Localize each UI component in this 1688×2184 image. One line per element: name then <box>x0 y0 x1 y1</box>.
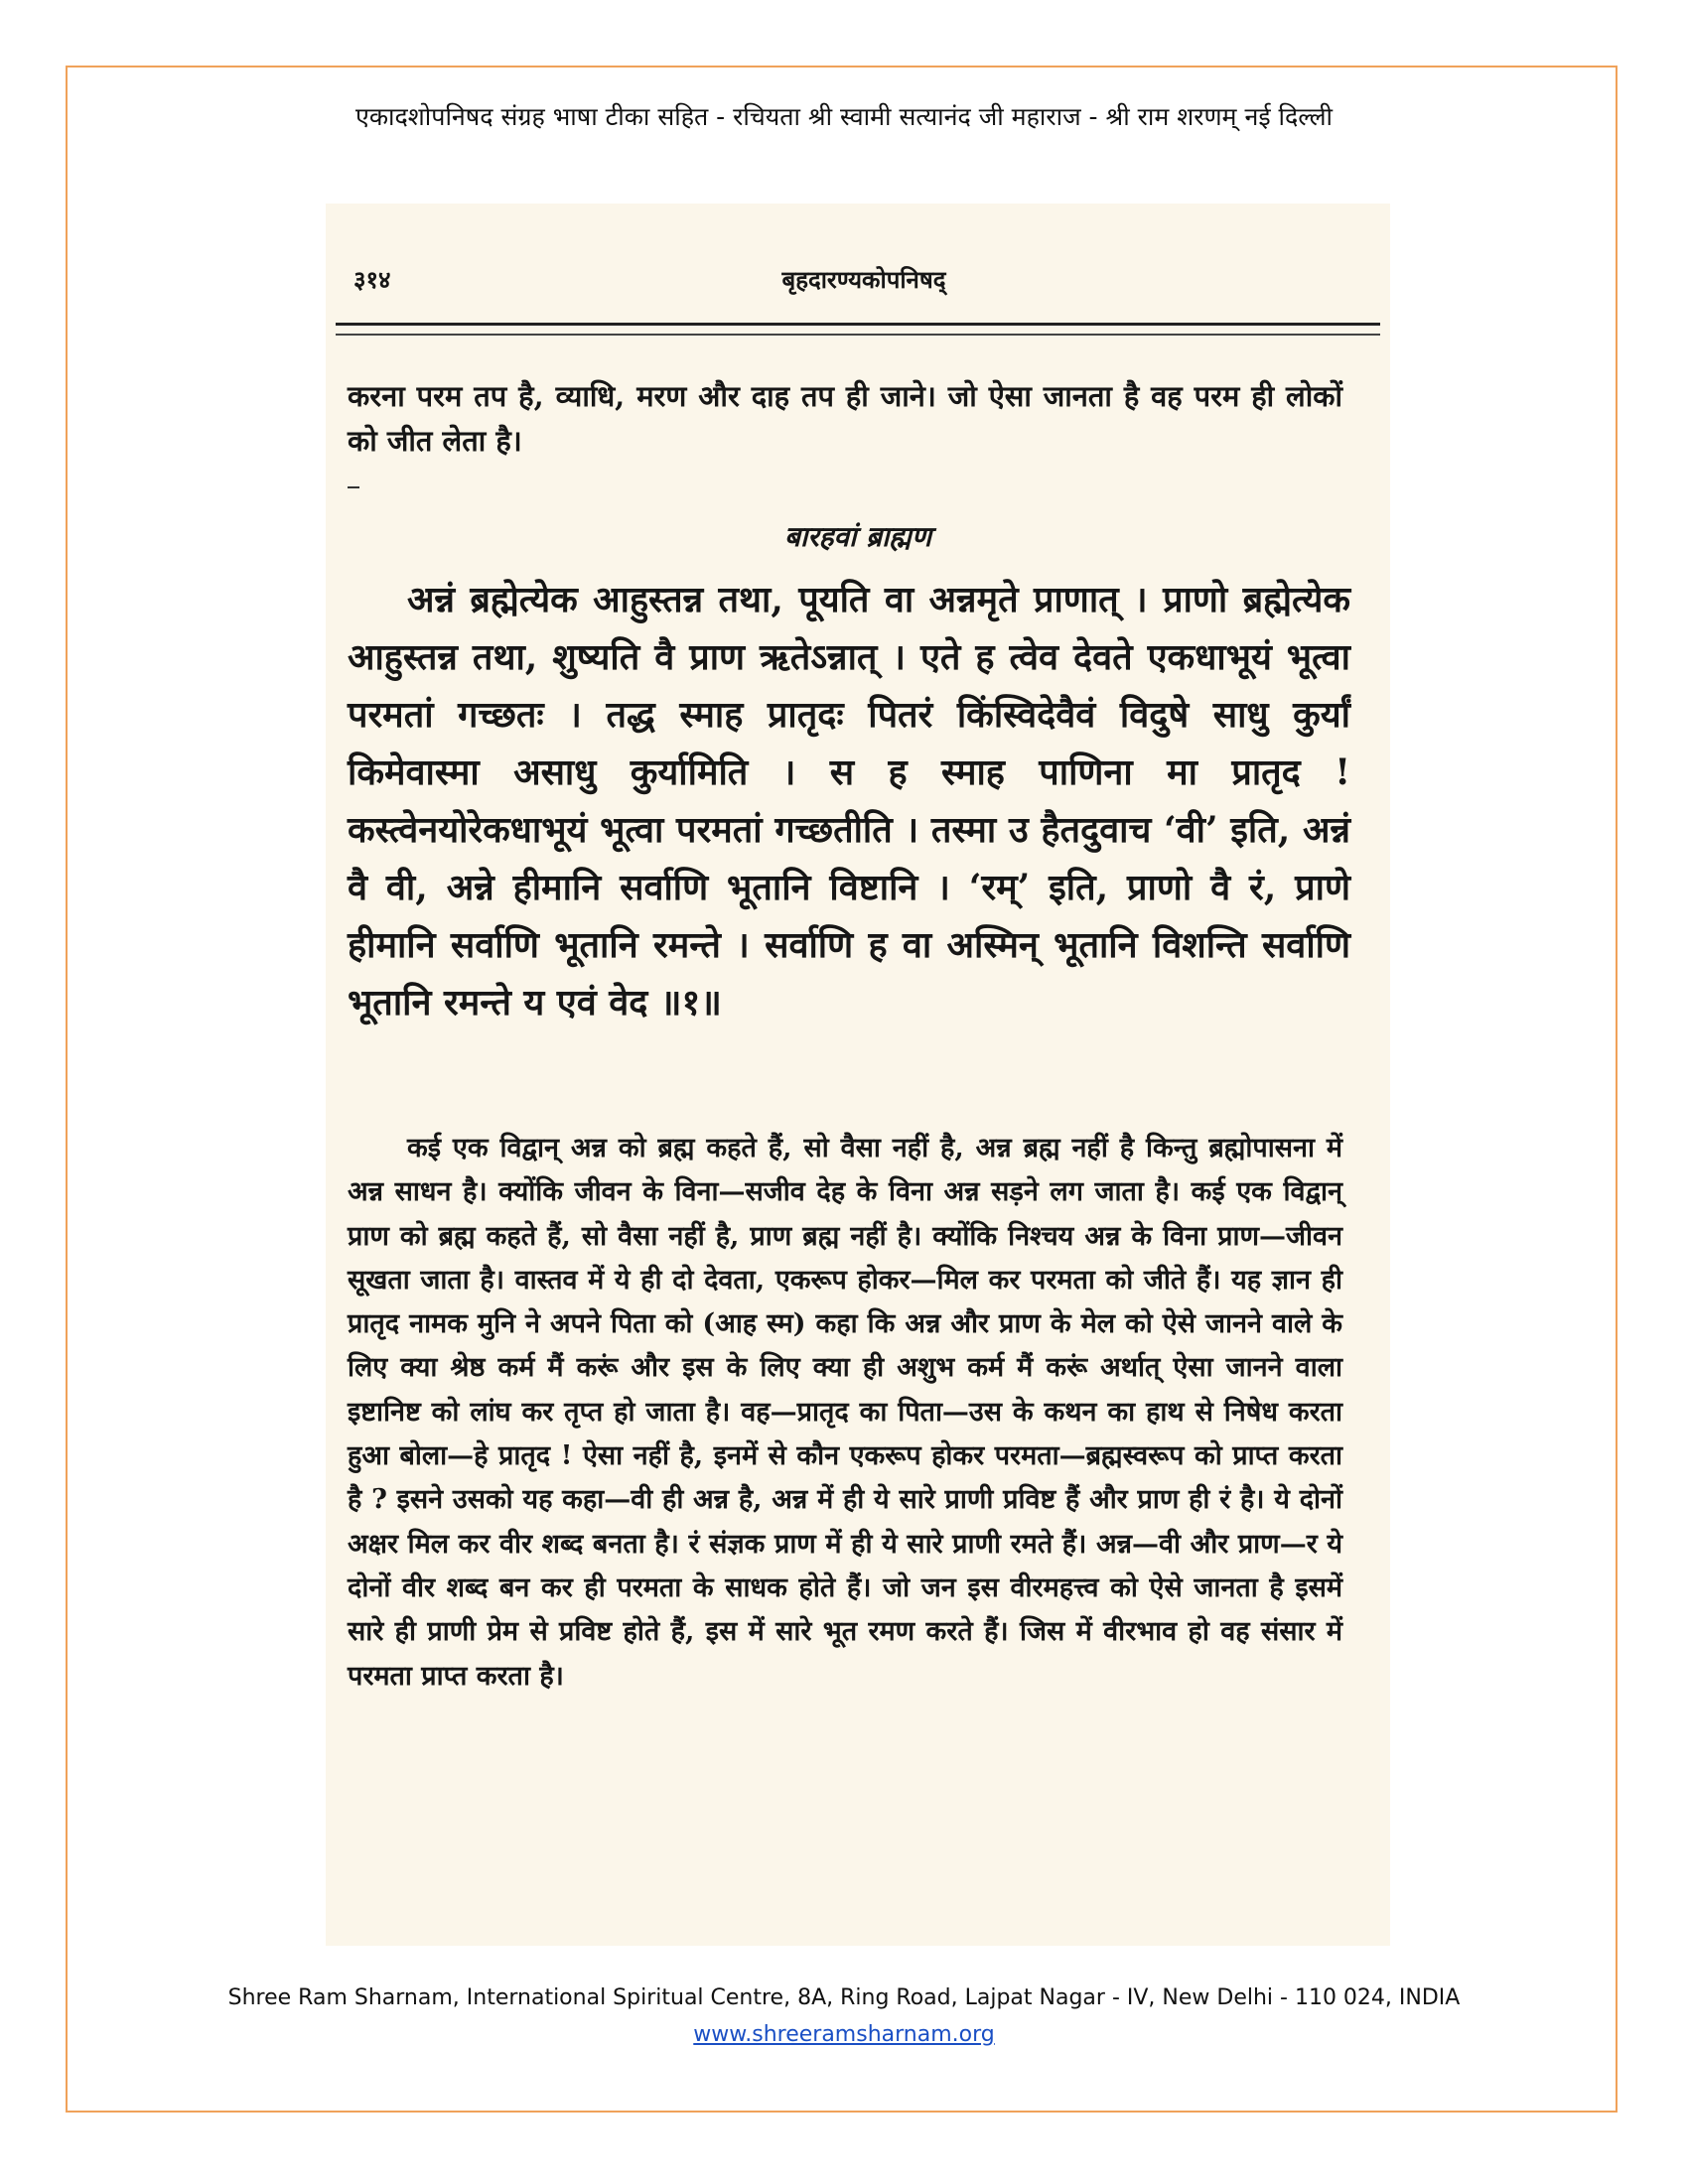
sanskrit-verse: अन्नं ब्रह्मेत्येक आहुस्तन्न तथा, पूयति वा अन्नमृते प्राणात् । प्राणो ब्रह्मेत्येक आहुस्तन्न तथा, शुष्यति वै प्राण ऋतेऽन्नात् । एते ह त्वेव देवते एकधाभूयं भूत्वा परमतां गच्छतः । तद्ध स्माह प्रातृदः पितरं किंस्विदेवैवं विदुषे साधु कुर्यां किमेवास्मा असाधु कुर्यामिति । स ह स्माह पाणिना मा प्रातृद ! कस्त्वेनयोरेकधाभूयं भूत्वा परमतां गच्छतीति । तस्मा उ हैतदुवाच ‘वी’ इति, अन्नं वै वी, अन्ने हीमानि सर्वाणि भूतानि विष्टानि । ‘रम्’ इति, प्राणो वै रं, प्राणे हीमानि सर्वाणि भूतानि रमन्ते । सर्वाणि ह वा अस्मिन् भूतानि विशन्ति सर्वाणि भूतानि रमन्ते य एवं वेद ॥१॥ <box>348 579 1350 1024</box>
scanned-page-content <box>326 204 1390 1946</box>
running-head <box>353 263 1374 293</box>
running-title: बृहदारण्यकोपनिषद् <box>781 265 946 294</box>
section-heading: बारहवां ब्राह्मण <box>783 520 932 553</box>
header-rule-thick <box>336 323 1380 326</box>
page-number: ३१४ <box>353 265 391 294</box>
margin-mark <box>348 486 359 488</box>
continuation-paragraph: करना परम तप है, व्याधि, मरण और दाह तप ही जाने। जो ऐसा जानता है वह परम ही लोकों को जीत लेता है। <box>348 379 1342 458</box>
footer-address: Shree Ram Sharnam, International Spiritual Centre, 8A, Ring Road, Lajpat Nagar - IV, New Delhi - 110 024, INDIA <box>227 1985 1461 2010</box>
footer-website-link[interactable]: www.shreeramsharnam.org <box>693 2022 995 2047</box>
document-header: एकादशोपनिषद संग्रह भाषा टीका सहित - रचियता श्री स्वामी सत्यानंद जी महाराज - श्री राम शरणम् नई दिल्ली <box>355 102 1333 131</box>
scanned-page <box>326 204 1390 1946</box>
hindi-commentary: कई एक विद्वान् अन्न को ब्रह्म कहते हैं, सो वैसा नहीं है, अन्न ब्रह्म नहीं है किन्तु ब्रह्मोपासना में अन्न साधन है। क्योंकि जीवन के विना—सजीव देह के विना अन्न सड़ने लग जाता है। कई एक विद्वान् प्राण को ब्रह्म कहते हैं, सो वैसा नहीं है, प्राण ब्रह्म नहीं है। क्योंकि निश्चय अन्न के विना प्राण—जीवन सूखता जाता है। वास्तव में ये ही दो देवता, एकरूप होकर—मिल कर परमता को जीते हैं। यह ज्ञान ही प्रातृद नामक मुनि ने अपने पिता को (आह स्म) कहा कि अन्न और प्राण के मेल को ऐसे जानने वाले के लिए क्या श्रेष्ठ कर्म मैं करूं और इस के लिए क्या ही अशुभ कर्म मैं करूं अर्थात् ऐसा जानने वाला इष्टानिष्ट को लांघ कर तृप्त हो जाता है। वह—प्रातृद का पिता—उस के कथन का हाथ से निषेध करता हुआ बोला—हे प्रातृद ! ऐसा नहीं है, इनमें से कौन एकरूप होकर परमता—ब्रह्मस्वरूप को प्राप्त करता है ? इसने उसको यह कहा—वी ही अन्न है, अन्न में ही ये सारे प्राणी प्रविष्ट हैं और प्राण ही रं है। ये दोनों अक्षर मिल कर वीर शब्द बनता है। रं संज्ञक प्राण में ही ये सारे प्राणी रमते हैं। अन्न—वी और प्राण—र ये दोनों वीर शब्द बन कर ही परमता के साधक होते हैं। जो जन इस वीरमहत्त्व को ऐसे जानता है इसमें सारे ही प्राणी प्रेम से प्रविष्ट होते हैं, इस में सारे भूत रमण करते हैं। जिस में वीरभाव हो वह संसार में परमता प्राप्त करता है। <box>348 1133 1342 1692</box>
header-rule-thin <box>336 334 1380 336</box>
